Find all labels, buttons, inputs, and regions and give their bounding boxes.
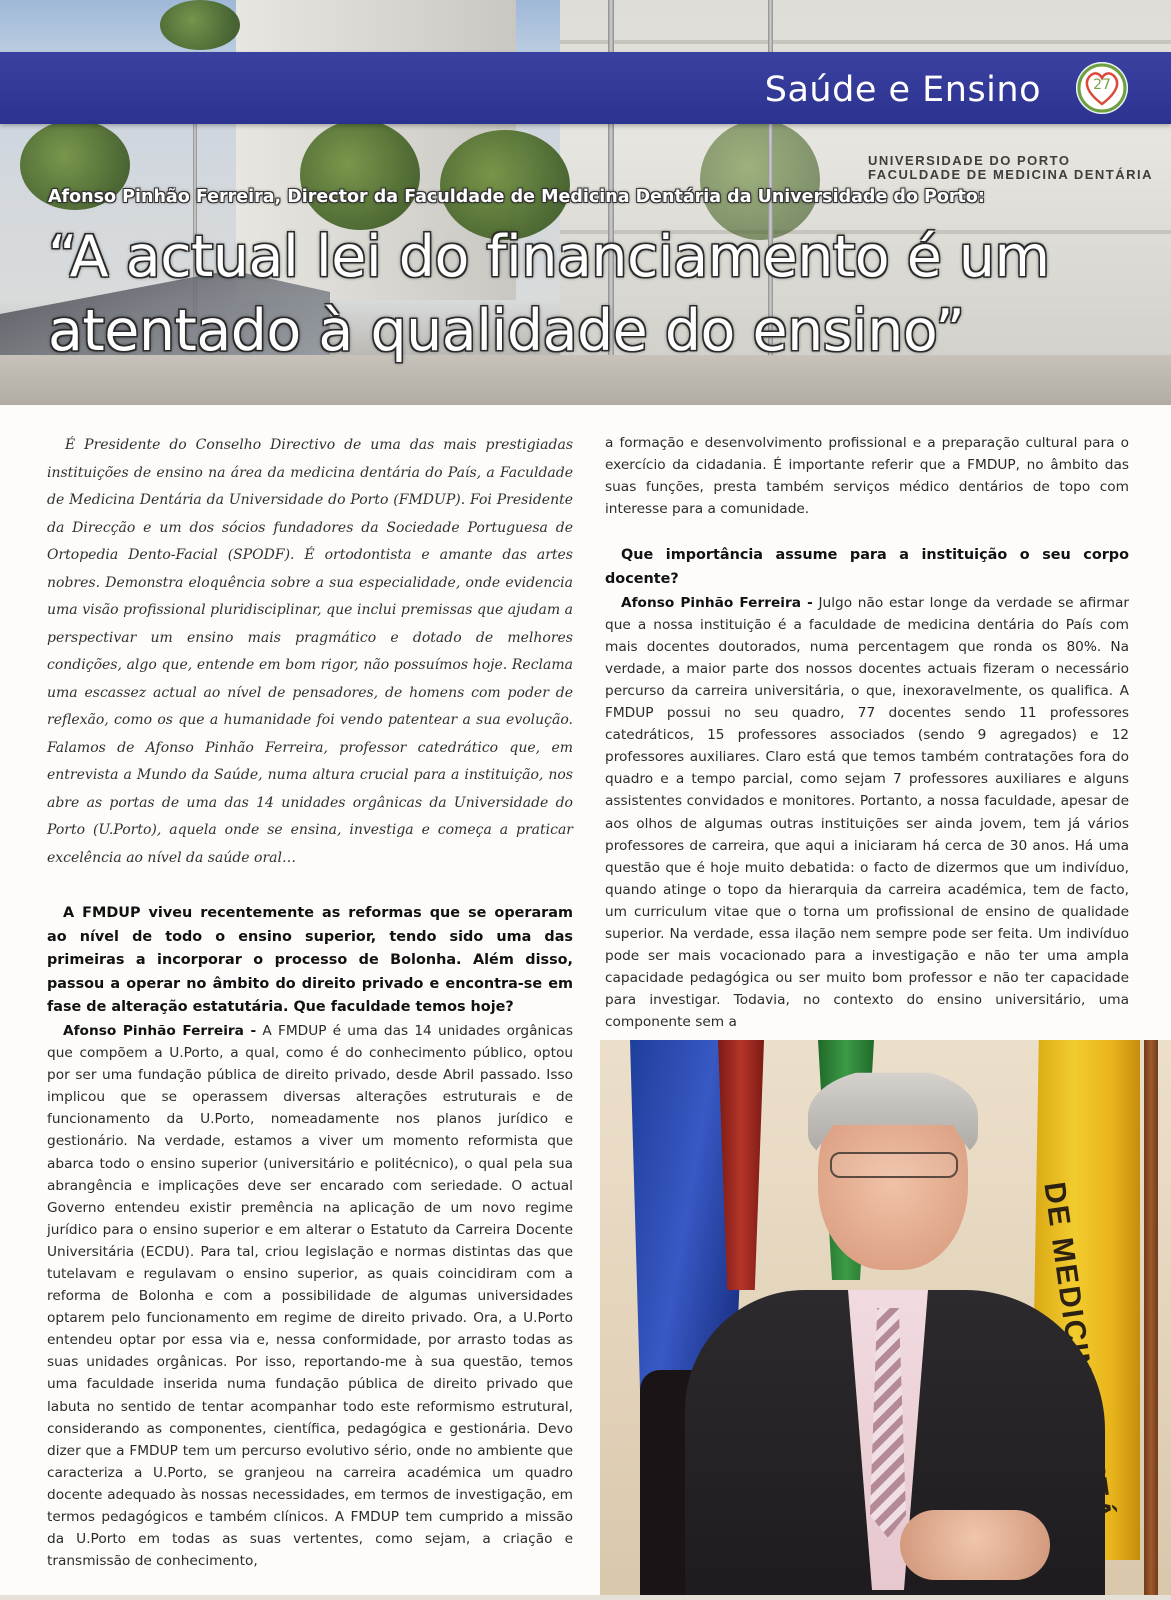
answer-1-continued: a formação e desenvolvimento profissional e a preparação cultural para o exercício da cidadania. É importante referir que a FMDUP, no âmbito das suas funções, presta também serviços médico dentários de topo com interesse para a comunidade. — [605, 435, 1129, 518]
answer-2 — [605, 592, 1129, 1034]
portrait-photo — [600, 1040, 1171, 1600]
glasses — [830, 1152, 958, 1178]
intro-paragraph — [47, 432, 573, 872]
left-column — [47, 432, 573, 1572]
flag-pole — [1144, 1040, 1158, 1600]
section-band — [0, 52, 1171, 124]
tree — [300, 120, 420, 230]
right-column — [605, 432, 1129, 1033]
headline: “A actual lei do financiamento é um atentado à qualidade do ensino” — [48, 224, 1050, 364]
answer-2-text: Julgo não estar longe da verdade se afirmar que a nossa instituição é a faculdade de medicina dentária do País com mais docentes doutorados, numa percentagem que ronda os 80%. Na verdade, a maior parte dos nossos docentes actuais fizeram o necessário percurso da carreira universitária, o que, inexoravelmente, os qualifica. A FMDUP possui no seu quadro, 77 docentes sendo 11 professores catedráticos, 15 professores associados (sendo 9 agregados) e 12 professores auxiliares. Claro está que temos também contratações fora do quadro e a tempo parcial, como sejam 7 professores auxiliares e alguns assistentes convidados e monitores. Portanto, a nossa faculdade, apesar de aos olhos de algumas outras instituições ser ainda jovem, tem já vários professores de carreira, que aqui a iniciaram há cerca de 30 anos. Há uma questão que é hoje muito debatida: o facto de dizermos que um indivíduo, quando atinge o topo da hierarquia da carreira académica, tem de facto, um curriculum vitae que o torna um profissional de ensino de qualidade superior. Na verdade, essa ilação nem sempre pode ser feita. Um indivíduo pode ser mais vocacionado para a investigação e não ter uma ampla capacidade pedagógica ou ser muito bom professor e não ter capacidade para investigar. Todavia, no contexto do ensino universitário, uma componente sem a — [605, 594, 1129, 1031]
answer-1-text: A FMDUP é uma das 14 unidades orgânicas que compõem a U.Porto, a qual, como é do conhecimento público, optou por ser uma fundação pública de direito privado, desde Abril passado. Isso implicou que se operassem diversas alterações estruturais e de funcionamento da U.Porto, nomeadamente nos planos jurídico e gestionário. Na verdade, estamos a viver um momento reformista que abarca todo o ensino superior (universitário e politécnico), o qual pela sua abrangência e implicações deve ser encarado com seriedade. O actual Governo entendeu existir premência na aplicação de um novo regime jurídico para o ensino superior e em alterar o Estatuto da Carreira Docente Universitária (ECDU). Para tal, criou legislação e normas distintas das que tutelavam e regulavam o ensino superior, as quais coincidiram com a reforma de Bolonha e com a possibilidade de algumas universidades optarem pelo funcionamento em regime de direito privado. Ora, a U.Porto entendeu optar por essa via e, nessa conformidade, por arrasto todas as suas unidades orgânicas. Por isso, reportando-me à sua questão, temos uma faculdade inserida numa fundação pública de direito privado que labuta no sentido de tentar acompanhar todo este reformismo estrutural, considerando as componentes, científica, pedagógica e gestionária. Devo dizer que a FMDUP tem um percurso evolutivo sério, onde no ambiente que caracteriza a U.Porto, se granjeou na carreira académica um quadro docente adequado às nossas necessidades, em termos de investigação, em termos pedagógicos e também clínicos. A FMDUP tem cumprido a missão da U.Porto em todas as suas vertentes, como sejam, a criação e transmissão de conhecimento, — [47, 1022, 573, 1570]
page-badge — [1076, 62, 1128, 114]
intro-text: É Presidente do Conselho Directivo de uma das mais prestigiadas instituições de ensino na área da medicina dentária do País, a Faculdade de Medicina Dentária da Universidade do Porto (FMDUP). Foi Presidente da Direcção e um dos sócios fundadores da Sociedade Portuguesa de Ortopedia Dento-Facial (SPODF). É ortodontista e amante das artes nobres. Demonstra eloquência sobre a sua especialidade, onde evidencia uma visão profissional pluridisciplinar, que inclui premissas que ajudam a perspectivar um ensino mais pragmático e dotado de melhores condições, algo que, entende em bom rigor, não possuímos hoje. Reclama uma escassez actual ao nível de pensadores, de homens com poder de reflexão, como os que a humanidade foi vendo patentear a sua evolução. Falamos de Afonso Pinhão Ferreira, professor catedrático que, em entrevista a Mundo da Saúde, numa altura crucial para a instituição, nos abre as portas de uma das 14 unidades orgânicas da Universidade do Porto (U.Porto), aquela onde se ensina, investiga e começa a praticar excelência ao nível da saúde oral… — [47, 437, 573, 866]
page-bottom-edge — [0, 1595, 1171, 1600]
section-title: Saúde e Ensino — [764, 70, 1041, 110]
faculty-flag-text: DE MEDICINA — [1037, 1180, 1101, 1402]
tree — [160, 0, 240, 50]
person-hands — [900, 1510, 1050, 1580]
header-photo — [0, 0, 1171, 405]
speaker-name: Afonso Pinhão Ferreira - — [63, 1022, 257, 1039]
question-2: Que importância assume para a instituição o seu corpo docente? — [605, 547, 1129, 587]
page-number: 27 — [1093, 77, 1111, 93]
kicker: Afonso Pinhão Ferreira, Director da Faculdade de Medicina Dentária da Universidade do Porto: — [48, 187, 985, 207]
question-1: A FMDUP viveu recentemente as reformas que se operaram ao nível de todo o ensino superior, tendo sido uma das primeiras a incorporar o processo de Bolonha. Além disso, passou a operar no âmbito do direito privado e encontra-se em fase de alteração estatutária. Que faculdade temos hoje? — [47, 905, 573, 1016]
speaker-name: Afonso Pinhão Ferreira - — [621, 594, 813, 611]
answer-1 — [47, 1020, 573, 1572]
building-sign: UNIVERSIDADE DO PORTO FACULDADE DE MEDICINA DENTÁRIA — [868, 153, 1154, 182]
